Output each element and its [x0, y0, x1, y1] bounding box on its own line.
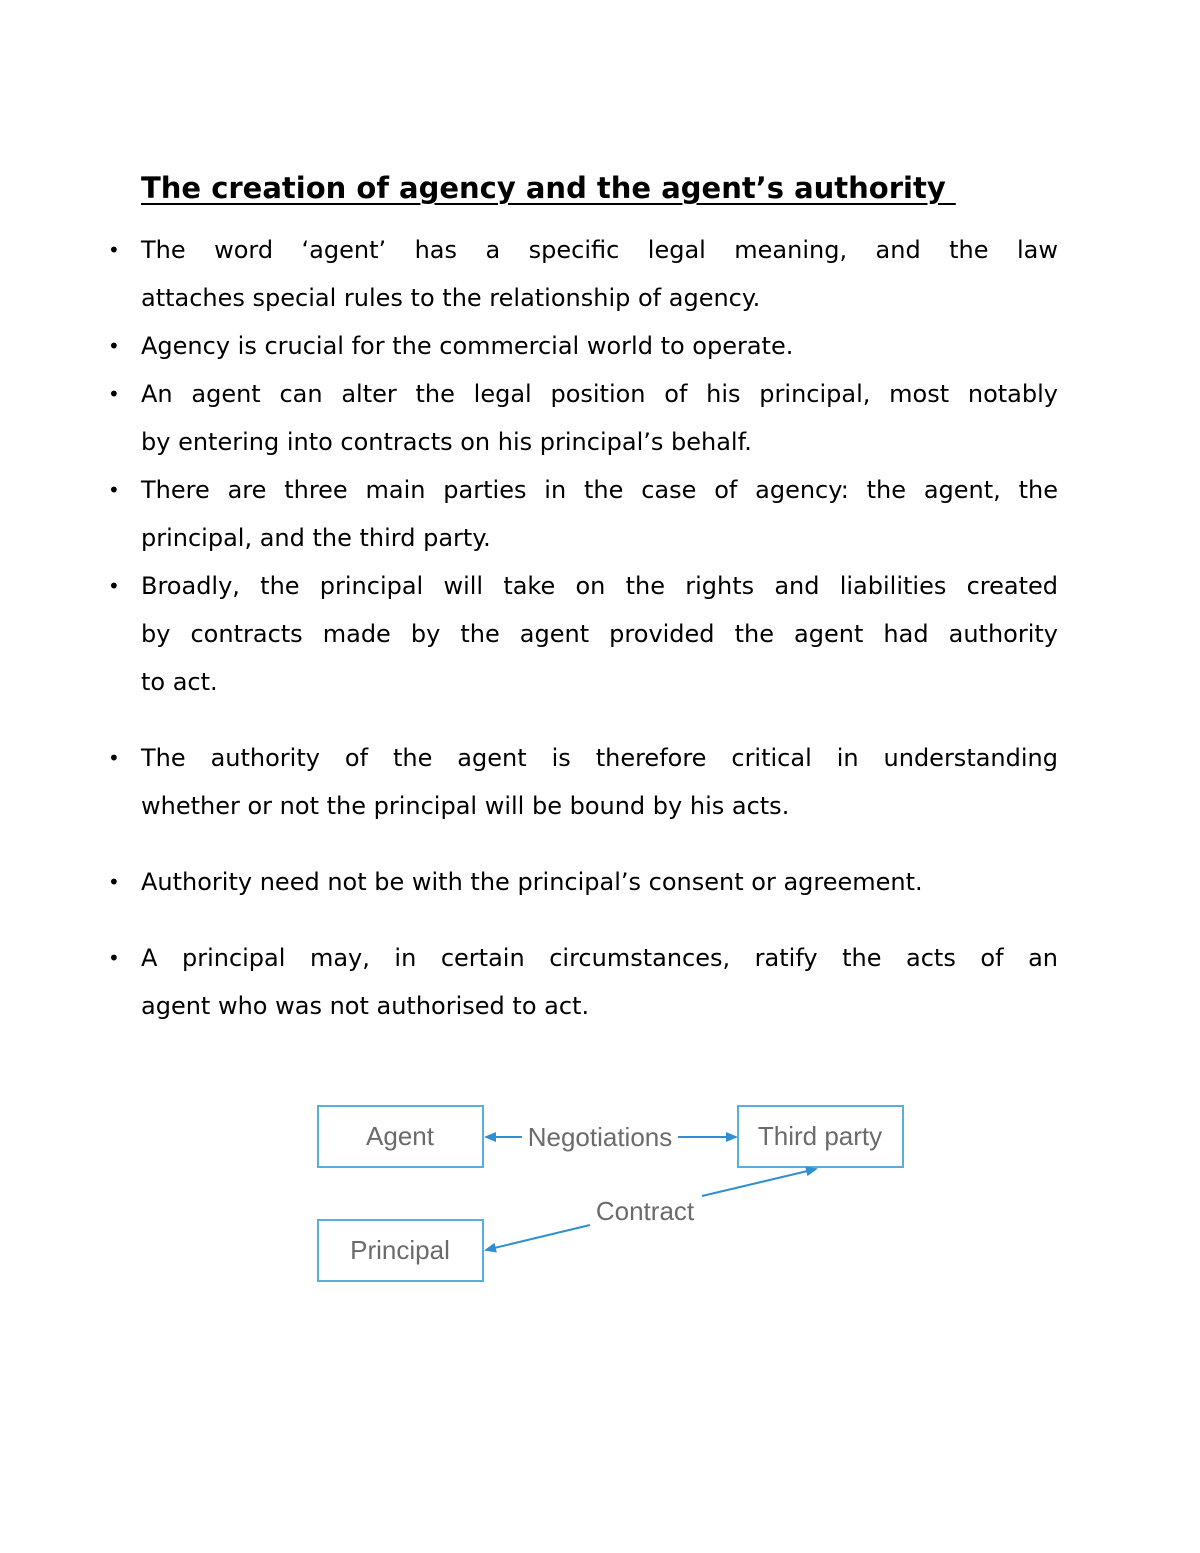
- contract-arrow-to-third-party: [702, 1169, 816, 1196]
- list-item-continuation: to act.: [141, 668, 218, 696]
- contract-arrow-to-principal: [486, 1225, 590, 1250]
- bullet-icon: •: [108, 574, 120, 598]
- bullet-icon: •: [108, 334, 120, 358]
- list-item-continuation: principal, and the third party.: [141, 524, 491, 552]
- list-item: [108, 562, 1058, 706]
- list-item: [108, 466, 1058, 562]
- bullet-icon: •: [108, 870, 120, 894]
- contract-edge: [486, 1169, 816, 1250]
- list-item: [108, 734, 1058, 830]
- list-item-continuation: agent who was not authorised to act.: [141, 992, 590, 1020]
- list-item-continuation: whether or not the principal will be bound by his acts.: [141, 792, 790, 820]
- agent-node-label: Agent: [366, 1121, 434, 1151]
- list-item-first-line: An agent can alter the legal position of his principal, most notably: [141, 380, 1058, 408]
- bullet-icon: •: [108, 946, 120, 970]
- page-title: The creation of agency and the agent’s authority: [141, 171, 956, 205]
- bullet-icon: •: [108, 238, 120, 262]
- bullet-icon: •: [108, 746, 120, 770]
- negotiations-label: Negotiations: [527, 1122, 673, 1152]
- list-item-first-line: There are three main parties in the case of agency: the agent, the: [141, 476, 1058, 504]
- third-party-node-label: Third party: [757, 1121, 883, 1151]
- list-item-continuation: attaches special rules to the relationship of agency.: [141, 284, 761, 312]
- list-item-first-line: A principal may, in certain circumstances, ratify the acts of an: [141, 944, 1058, 972]
- contract-label: Contract: [595, 1196, 695, 1226]
- list-item-first-line: Broadly, the principal will take on the rights and liabilities created: [141, 572, 1058, 600]
- negotiations-edge: [486, 1122, 736, 1152]
- list-item-continuation: by entering into contracts on his principal’s behalf.: [141, 428, 752, 456]
- list-item-continuation: by contracts made by the agent provided the agent had authority: [141, 620, 1058, 648]
- bullet-icon: •: [108, 382, 120, 406]
- principal-node-label: Principal: [350, 1235, 450, 1265]
- list-item-first-line: Authority need not be with the principal’s consent or agreement.: [141, 868, 923, 896]
- list-item: [108, 370, 1058, 466]
- list-item-first-line: The word ‘agent’ has a specific legal meaning, and the law: [141, 236, 1058, 264]
- list-item-first-line: Agency is crucial for the commercial world to operate.: [141, 332, 794, 360]
- bullet-list: [108, 226, 1058, 1030]
- list-item: [108, 226, 1058, 322]
- third-party-node: [738, 1106, 903, 1167]
- list-item: [108, 934, 1058, 1030]
- list-item-first-line: The authority of the agent is therefore critical in understanding: [141, 744, 1058, 772]
- list-item: [108, 858, 1058, 906]
- agent-node: [318, 1106, 483, 1167]
- list-item: [108, 322, 1058, 370]
- agency-diagram: [300, 1090, 920, 1300]
- principal-node: [318, 1220, 483, 1281]
- bullet-icon: •: [108, 478, 120, 502]
- agency-diagram-svg: [300, 1090, 920, 1300]
